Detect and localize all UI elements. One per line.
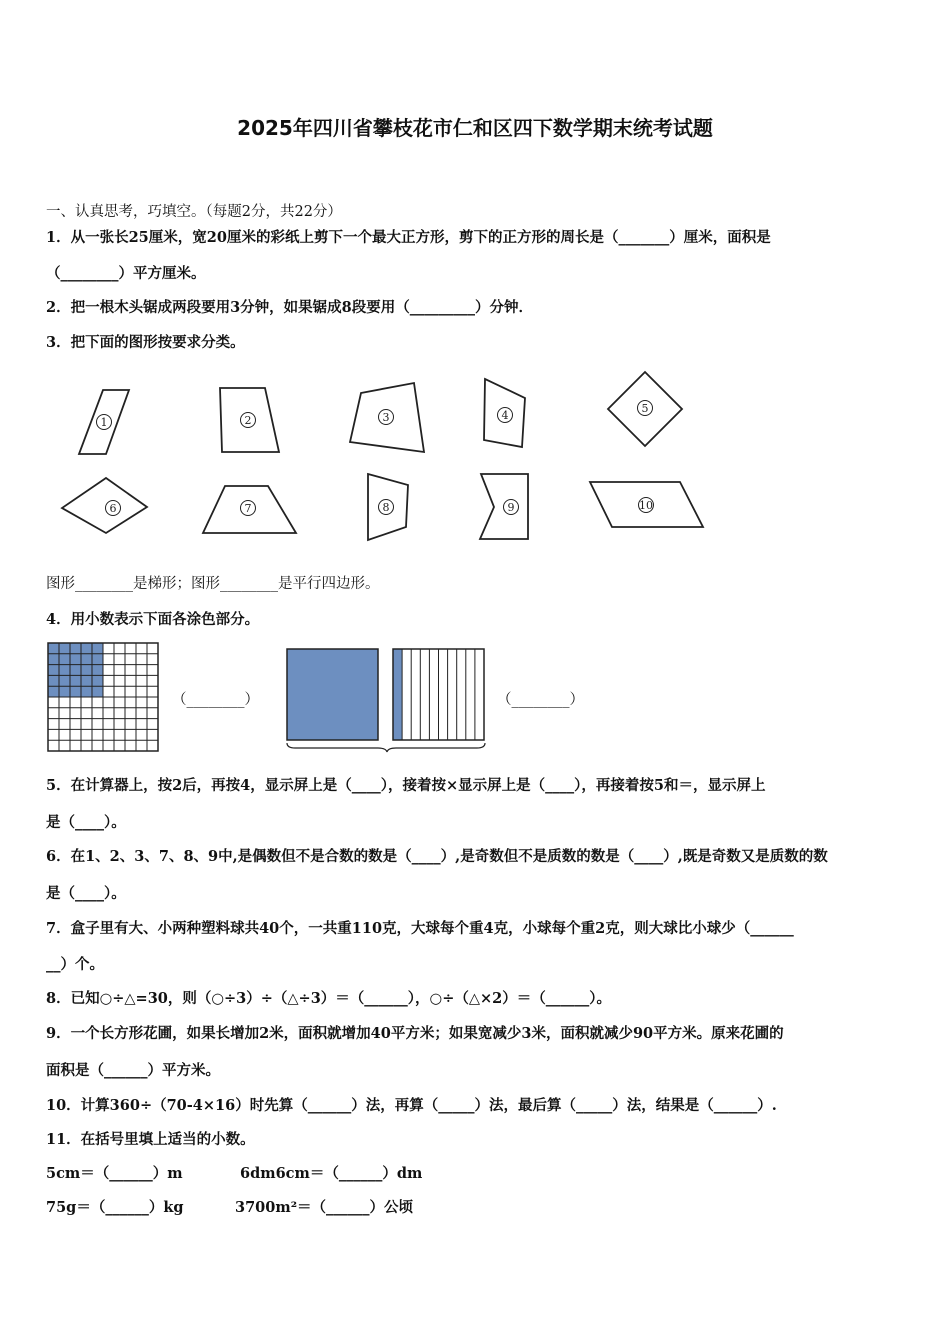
question-3-prompt: 3．把下面的图形按要求分类。 xyxy=(46,334,245,351)
shape-label: 3 xyxy=(382,411,390,424)
question-11-a: 5cm＝（______）m xyxy=(46,1165,183,1182)
brace xyxy=(287,743,485,752)
question-4-figures xyxy=(0,638,950,758)
question-3-answer: 图形________是梯形；图形________是平行四边形。 xyxy=(46,576,380,592)
shape-label: 1 xyxy=(100,416,108,429)
question-6-line-2: 是（____）。 xyxy=(46,885,126,902)
question-9-line-2: 面积是（______）平方米。 xyxy=(46,1062,220,1079)
shape-label: 6 xyxy=(109,502,117,515)
shape-label: 7 xyxy=(244,502,252,515)
question-7-line-1: 7．盒子里有大、小两种塑料球共40个，一共重110克，大球每个重4克，小球每个重2克，则大球比小球少（______ xyxy=(46,920,794,937)
question-4-blank-1: （________） xyxy=(172,692,259,708)
shape-label: 10 xyxy=(639,499,653,512)
question-8: 8．已知○÷△=30，则（○÷3）÷（△÷3）＝（______），○÷（△×2）＝（______）。 xyxy=(46,990,611,1007)
question-6-line-1: 6．在1、2、3、7、8、9中,是偶数但不是合数的数是（____）,是奇数但不是质数的数是（____）,既是奇数又是质数的数 xyxy=(46,848,828,865)
question-9-line-1: 9．一个长方形花圃，如果长增加2米，面积就增加40平方米；如果宽减少3米，面积就减少90平方米。原来花圃的 xyxy=(46,1025,784,1042)
shape-label: 8 xyxy=(382,501,390,514)
whole-unit-square xyxy=(287,649,378,740)
question-1-line-2: （________）平方厘米。 xyxy=(46,265,206,282)
shape-6-kite xyxy=(62,478,147,533)
shape-label: 4 xyxy=(501,409,509,422)
page-title: 2025年四川省攀枝花市仁和区四下数学期末统考试题 xyxy=(237,116,713,140)
question-2: 2．把一根木头锯成两段要用3分钟，如果锯成8段要用（_________）分钟． xyxy=(46,299,534,316)
question-5-line-2: 是（____）。 xyxy=(46,814,126,831)
question-11-c: 75g＝（______）kg xyxy=(46,1199,184,1216)
question-4-blank-2: （________） xyxy=(497,692,584,708)
shape-label: 2 xyxy=(244,414,252,427)
question-4-prompt: 4．用小数表示下面各涂色部分。 xyxy=(46,611,260,628)
question-3-shapes xyxy=(0,360,950,550)
section-heading: 一、认真思考，巧填空。（每题2分，共22分） xyxy=(46,204,342,220)
question-10: 10．计算360÷（70-4×16）时先算（______）法，再算（_____）法，最后算（_____）法，结果是（______）. xyxy=(46,1097,777,1114)
tenth-strip-shaded xyxy=(393,649,402,740)
question-11-prompt: 11．在括号里填上适当的小数。 xyxy=(46,1131,255,1148)
grid-shaded-area xyxy=(48,643,103,698)
question-1-line-1: 1．从一张长25厘米，宽20厘米的彩纸上剪下一个最大正方形，剪下的正方形的周长是（_______）厘米，面积是 xyxy=(46,229,771,246)
shape-label: 9 xyxy=(507,501,515,514)
question-11-b: 6dm6cm＝（______）dm xyxy=(240,1165,423,1182)
question-11-d: 3700m²＝（______）公顷 xyxy=(235,1199,414,1216)
question-5-line-1: 5．在计算器上，按2后，再按4，显示屏上是（____），接着按×显示屏上是（____），再接着按5和＝，显示屏上 xyxy=(46,777,766,794)
question-7-line-2: __）个。 xyxy=(46,956,104,973)
shape-label: 5 xyxy=(641,402,649,415)
